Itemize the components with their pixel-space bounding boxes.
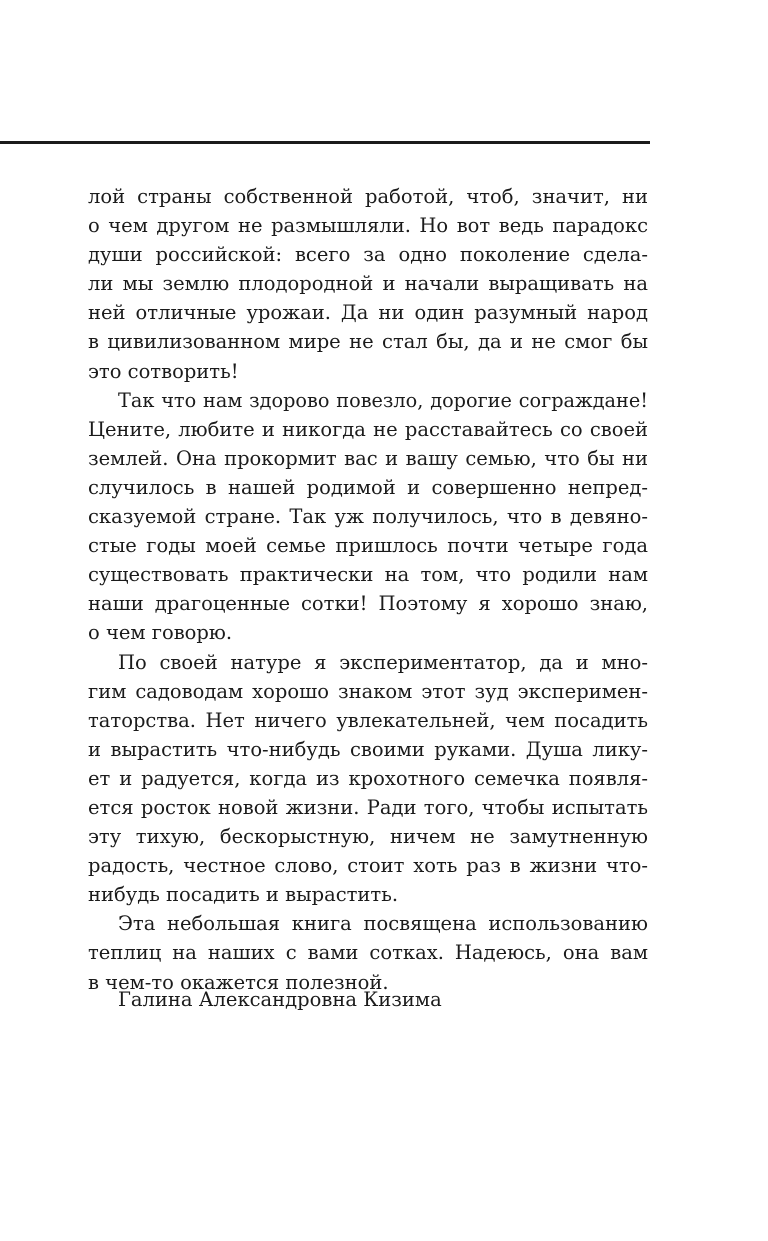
text-line: лой страны собственной работой, чтоб, значит, ни (88, 185, 648, 208)
paragraph (88, 648, 648, 910)
text-line: существовать практически на том, что родили нам (88, 563, 648, 587)
text-line: наши драгоценные сотки! Поэтому я хорошо знаю, (88, 592, 648, 616)
text-line: сказуемой стране. Так уж получилось, что в девяно- (88, 505, 648, 529)
text-line: о чем говорю. (88, 621, 233, 645)
author-signature: Галина Александровна Кизима (118, 988, 442, 1011)
text-line: случилось в нашей родимой и совершенно непред- (88, 475, 648, 499)
text-line: землей. Она прокормит вас и вашу семью, что бы ни (88, 446, 648, 470)
text-line: Цените, любите и никогда не расставайтесь со своей (88, 417, 648, 441)
paragraph (88, 182, 648, 386)
text-line: души российской: всего за одно поколение сдела- (88, 243, 648, 267)
text-line: и вырастить что-нибудь своими руками. Душа лику- (88, 737, 648, 761)
text-line: в цивилизованном мире не стал бы, да и не смог бы (88, 330, 648, 354)
text-line: теплиц на наших с вами сотках. Надеюсь, она вам (88, 941, 648, 965)
text-line: это сотворить! (88, 359, 239, 383)
paragraph (88, 909, 648, 996)
text-line: ней отличные урожаи. Да ни один разумный народ (88, 301, 648, 325)
text-line: в чем-то окажется полезной. (88, 970, 389, 994)
text-line: эту тихую, бескорыстную, ничем не замутненную (88, 825, 648, 849)
text-line: радость, честное слово, стоит хоть раз в жизни что- (88, 854, 648, 878)
paragraph (88, 386, 648, 648)
text-line: о чем другом не размышляли. Но вот ведь парадокс (88, 214, 648, 238)
text-line: гим садоводам хорошо знаком этот зуд эксперимен- (88, 679, 648, 703)
text-line: По своей натуре я экспериментатор, да и мно- (118, 650, 648, 674)
text-line: ет и радуется, когда из крохотного семечка появля- (88, 766, 648, 790)
text-line: ется росток новой жизни. Ради того, чтобы испытать (88, 795, 648, 819)
text-line: Так что нам здорово повезло, дорогие сограждане! (118, 388, 648, 412)
text-line: ли мы землю плодородной и начали выращивать на (88, 272, 648, 296)
text-line: Эта небольшая книга посвящена использованию (118, 912, 648, 936)
body-text (88, 182, 648, 997)
text-line: стые годы моей семье пришлось почти четыре года (88, 534, 648, 558)
top-horizontal-rule (0, 141, 650, 144)
text-line: таторства. Нет ничего увлекательней, чем посадить (88, 708, 648, 732)
text-line: нибудь посадить и вырастить. (88, 883, 399, 907)
